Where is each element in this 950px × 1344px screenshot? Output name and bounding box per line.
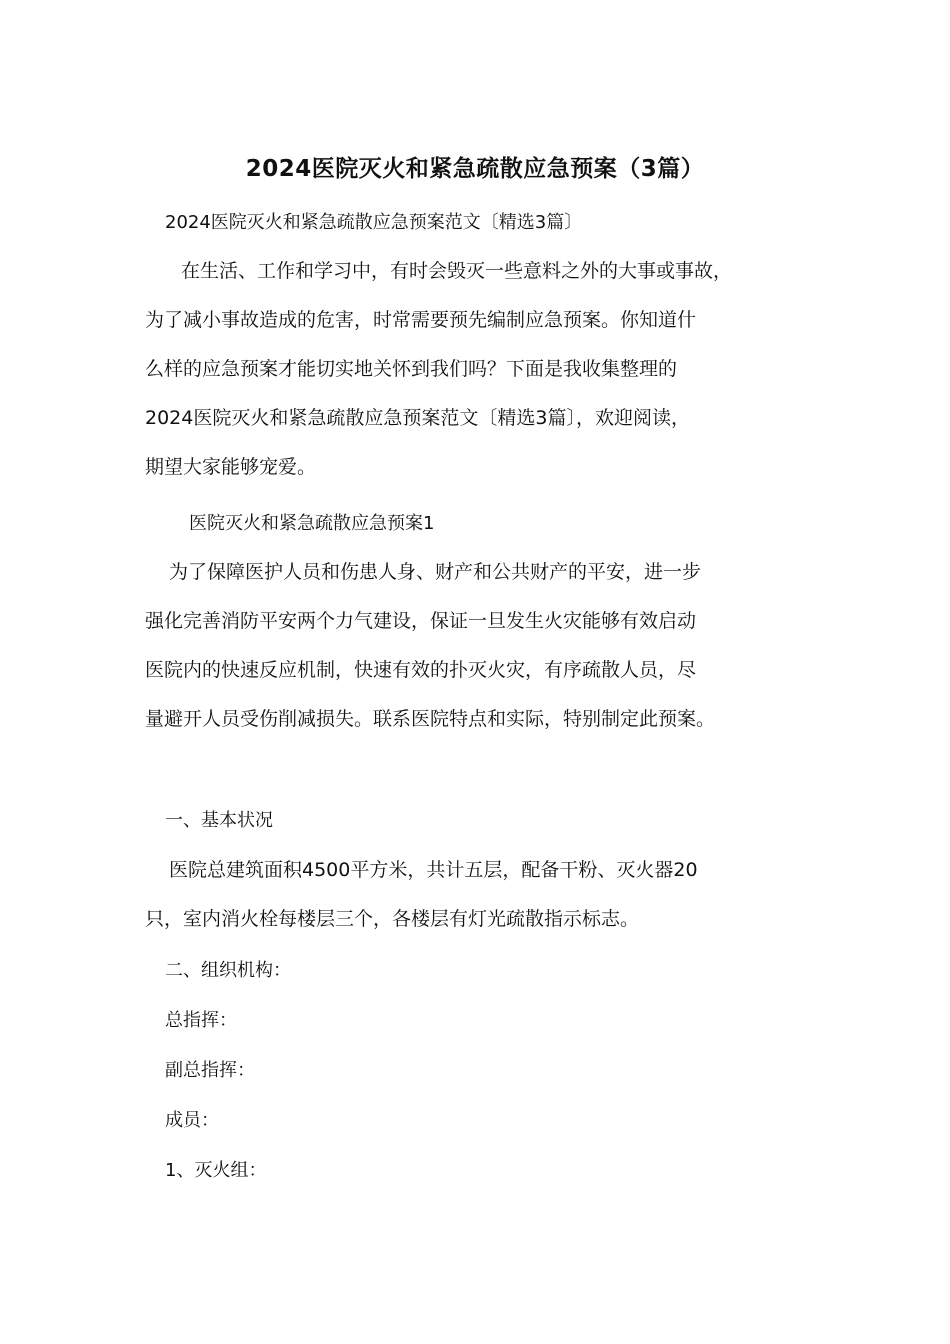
commander-label: 总指挥：	[165, 1010, 237, 1031]
deputy-commander-label: 副总指挥：	[165, 1060, 255, 1081]
basic-heading: 一、基本状况	[165, 810, 273, 831]
intro-line: 在生活、工作和学习中，有时会毁灭一些意料之外的大事或事故，	[181, 260, 733, 282]
purpose-line: 医院内的快速反应机制，快速有效的扑灭火灾，有序疏散人员，尽	[145, 659, 697, 681]
org-heading: 二、组织机构：	[165, 960, 291, 981]
purpose-line: 为了保障医护人员和伤患人身、财产和公共财产的平安，进一步	[169, 561, 702, 583]
intro-line: 期望大家能够宠爱。	[145, 456, 317, 478]
purpose-line: 量避开人员受伤削减损失。联系医院特点和实际，特别制定此预案。	[145, 708, 716, 730]
document-title: 2024医院灭火和紧急疏散应急预案（3篇）	[245, 156, 705, 182]
basic-paragraph	[145, 846, 825, 944]
fire-team-label: 1、灭火组：	[165, 1160, 267, 1181]
purpose-line: 强化完善消防平安两个力气建设，保证一旦发生火灾能够有效启动	[145, 610, 697, 632]
members-label: 成员：	[165, 1110, 219, 1131]
intro-paragraph	[145, 247, 825, 492]
basic-line: 医院总建筑面积4500平方米，共计五层，配备干粉、灭火器20	[169, 859, 698, 881]
section-heading: 医院灭火和紧急疏散应急预案1	[189, 513, 435, 534]
document-subtitle: 2024医院灭火和紧急疏散应急预案范文〔精选3篇〕	[165, 212, 583, 233]
intro-line: 为了减小事故造成的危害，时常需要预先编制应急预案。你知道什	[145, 309, 697, 331]
basic-line: 只，室内消火栓每楼层三个，各楼层有灯光疏散指示标志。	[145, 908, 640, 930]
intro-line: 2024医院灭火和紧急疏散应急预案范文〔精选3篇〕，欢迎阅读，	[145, 407, 690, 429]
purpose-paragraph	[145, 548, 825, 744]
intro-line: 么样的应急预案才能切实地关怀到我们吗？下面是我收集整理的	[145, 358, 678, 380]
